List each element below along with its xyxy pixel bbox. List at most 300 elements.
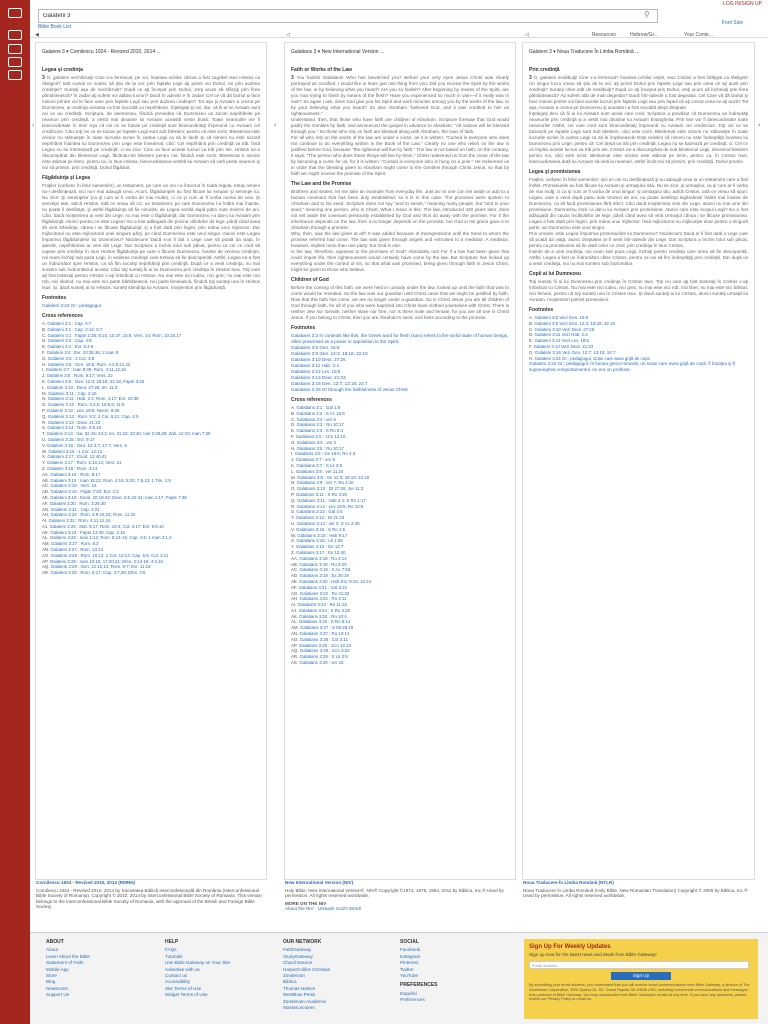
cross-reference-letter: N. <box>291 480 297 486</box>
cross-reference-link[interactable]: Galatians 3:16 : Lk 1:55 <box>296 538 343 544</box>
footer-link[interactable]: Facebook <box>400 947 421 953</box>
niv-links[interactable]: About the NIV · Unleash God's Word! <box>285 906 362 912</box>
cross-reference-link[interactable]: Galateni 3:7 : Ioan 8:39; Rom. 4:11,12,16 <box>45 367 126 373</box>
cross-reference-letter: O. <box>291 486 297 492</box>
cross-reference-link[interactable]: Galatians 3:29 : S Lk 3:8 <box>299 654 348 660</box>
footer-link[interactable]: ChurchSource <box>283 960 313 966</box>
footer-links <box>400 947 438 979</box>
cross-reference-letter: F. <box>42 349 47 355</box>
passage-text: Toţi sunteţi fii ai lui Dumnezeu prin credinţa în Cristos Isus. Toţi cei care aţi fost botezaţi în Cristos v-aţi îmbrăcat cu Cristos. Nu mai este nici iudeu, nici grec; nu mai este nici rob, nici liber; nu mai este nici bărbat, nici femeie, pentru că toţi sunteţi una în Cristos Isus. Şi dacă sunteţi ai lui Cristos, atunci sunteţi urmaşii lui Avraam, moştenitori potrivit promisiunii. <box>529 279 748 302</box>
signup-subtext: Sign up now for the latest news and deals from Bible Gateway! <box>529 952 657 957</box>
footer-link[interactable]: Preferences <box>400 997 425 1003</box>
cross-reference-link[interactable]: Galateni 3:27 : Rom. 13:14 <box>50 547 104 553</box>
copyright-section <box>30 880 768 932</box>
footer-link[interactable]: Use Bible Gateway on Your Site <box>165 960 231 966</box>
cross-reference-letter: AD. <box>42 489 51 495</box>
footnote[interactable]: Galatians 3:13 Deut. 21:23 <box>291 375 346 380</box>
cross-reference-link[interactable]: Galatians 3:7 : S Lk 3:8 <box>296 462 343 468</box>
cross-reference-letter: V. <box>42 442 47 448</box>
footnote[interactable]: Galateni 3:24 Gr.: pedagogul. <box>42 303 103 308</box>
cross-reference-link[interactable]: Galateni 3:13 : Rom. 8:3; 2 Cor. 5:21; Cap. 4:5 <box>47 413 139 419</box>
cross-reference-letter: M. <box>291 474 298 480</box>
cross-reference-link[interactable]: Galatians 3:22 : Ro 11:32 <box>299 590 350 596</box>
passage-text: Is the law, therefore, opposed to the promises of God? Absolutely not! For if a law had been given that could impart life, then righteousness would certainly have come by the law. But Scripture has locked up everything under the control of sin, so that what was promised, being given through faith in Jesus Christ, might be given to those who believe. <box>291 249 509 272</box>
cross-reference-link[interactable]: Galatians 3:1 : Gal 1:8 <box>296 405 341 410</box>
passage-text: Brothers and sisters, let me take an example from everyday life. Just as no one can set aside or add to a human covenant that has been duly established, so it is in this case. The promises were spoken to Abraham and to his seed. Scripture does not say "and to seeds," meaning many people, but "and to your seed," meaning one person, who is Christ. What I mean is this: The law, introduced 430 years later, does not set aside the covenant previously established by God and thus do away with the promise. For if the inheritance depends on the law, then it no longer depends on the promise; but God in his grace gave it to Abraham through a promise. <box>291 189 509 230</box>
footer-help <box>165 939 230 999</box>
footer-link[interactable]: FaithGateway <box>283 947 312 953</box>
cross-reference-letter: AF. <box>291 584 299 590</box>
cross-reference-link[interactable]: Galateni 3:24 : Fapte 13:39; Cap. 2:16 <box>50 529 125 535</box>
cross-reference-letter: P. <box>42 407 47 413</box>
prev-chapter-icon[interactable]: ◀ <box>35 32 39 38</box>
menu-icon[interactable] <box>8 8 22 18</box>
cross-reference[interactable] <box>291 660 509 666</box>
cross-reference-link[interactable]: Galateni 3:4 : Evr. 6:4-6 <box>47 344 94 350</box>
footer-link[interactable]: Zondervan Academic <box>283 998 327 1004</box>
next-arrow[interactable]: › <box>758 122 761 129</box>
cross-reference-letter: T. <box>291 515 296 521</box>
cross-reference-letter: A. <box>291 405 297 410</box>
bible-book-list-link[interactable]: Bible Book List <box>38 24 72 30</box>
cross-reference-letter: G. <box>42 355 48 361</box>
cross-reference-link[interactable]: Galateni 3:5 : 2 Cor. 3:8 <box>47 355 95 361</box>
footnote-list <box>291 333 509 393</box>
cross-reference-link[interactable]: Galatians 3:15 : S Ro 1:5 <box>295 526 346 532</box>
cross-reference-letter: E. <box>291 428 297 434</box>
footer-link[interactable]: StudyGateway <box>283 953 313 959</box>
footer-link[interactable]: Instagram <box>400 953 421 959</box>
copyright-ntlr <box>523 880 753 899</box>
footnotes-heading: Footnotes <box>291 325 316 331</box>
cross-reference-letter: AO. <box>291 636 300 642</box>
book-icon[interactable] <box>8 30 22 40</box>
footer-link[interactable]: Learn About the Bible <box>46 953 90 959</box>
cross-reference-list <box>291 405 509 666</box>
cross-reference-letter: AK. <box>42 529 51 535</box>
cross-reference-letter: AN. <box>42 547 51 553</box>
cross-reference-link[interactable]: Galatians 3:22 : Ro 4:11 <box>299 596 347 602</box>
footer-link[interactable]: Advertise with us <box>165 966 200 972</box>
cross-reference-link[interactable]: Galatians 3:13 : Dt 21:23 <box>295 515 345 521</box>
cross-reference-link[interactable]: Galatians 3:24 : Ro 10:4 <box>299 613 347 619</box>
footer-link[interactable]: Mobile App <box>46 966 69 972</box>
cross-reference-letter: Q. <box>42 413 48 419</box>
cross-reference-link[interactable]: Galateni 3:3 : Cap. 4:9 <box>47 338 92 344</box>
cross-reference-link[interactable]: Galateni 3:28 : Ioan 10:16; 17:20,21; Efes. 2:14-16; 4:4,15 <box>49 558 163 564</box>
cross-reference-letter: Q. <box>291 497 297 503</box>
more-on-niv: MORE ON THE NIV <box>285 900 327 906</box>
cross-reference-link[interactable]: Galatians 3:2 : ver 5 <box>296 416 336 422</box>
cross-reference-letter: D. <box>42 338 48 344</box>
cross-reference-letter: AG. <box>291 590 300 596</box>
hebrew-greek-link[interactable]: Hebrew/Gr... <box>630 32 659 38</box>
settings-icon[interactable] <box>8 70 22 80</box>
passage-text: Understand, then, that those who have faith are children of Abraham. Scripture foresaw that God would justify the Gentiles by faith, and announced the gospel in advance to Abraham: "All nations will be blessed through you." So those who rely on faith are blessed along with Abraham, the man of faith. <box>291 117 509 134</box>
cross-reference-link[interactable]: Galatians 3:13 : Gal 4:5 <box>296 509 343 515</box>
cross-reference-letter: AJ. <box>42 523 50 529</box>
cross-reference-letter: J. <box>291 457 296 463</box>
cross-reference-link[interactable]: Galateni 3:16 : Gen. 12:3,7; 17:7; Vers. 8 <box>46 442 127 448</box>
cross-reference-letter: AG. <box>42 506 51 512</box>
cross-reference-link[interactable]: Galateni 3:12 : Lev. 18:5; Neem. 9:29 <box>46 407 120 413</box>
footnote[interactable]: Galatians 3:8 Gen. 12:3; 18:18; 22:18 <box>291 351 368 356</box>
cross-reference-letter: A. <box>42 321 48 326</box>
cross-reference-link[interactable]: Galateni 3:19 : Fapte 7:53; Evr. 2:2 <box>50 489 119 495</box>
cross-reference-letter: B. <box>529 320 535 326</box>
cross-reference-letter: AC. <box>42 483 51 489</box>
cross-reference-link[interactable]: Galatians 3:3 : S Ro 8:4 <box>296 428 343 434</box>
audio-icon[interactable]: ◁ <box>286 32 290 38</box>
cross-reference-letter: D. <box>529 332 535 338</box>
cross-reference-link[interactable]: Galateni 3:6 : Gen. 15:6; Rom. 4:3,9,21,22 <box>47 361 131 367</box>
footer-link[interactable]: MasterLectures <box>283 1005 315 1011</box>
version-selector[interactable]: Galatians 3 ▾ New International Version ... <box>291 49 385 55</box>
footer-link[interactable]: About <box>46 947 59 953</box>
footnote[interactable]: Galatians 3:3 In contexts like this, the Greek word for flesh (sarx) refers to the sinful state of human beings, often presented as a power in opposition to the Spirit. <box>291 333 509 344</box>
cross-reference-link[interactable]: Galateni 3:17 : Rom. 4:13,14; Vers. 21 <box>46 460 122 466</box>
cross-reference-letter: B. <box>42 326 48 332</box>
footer-link[interactable]: Accessibility <box>165 979 191 985</box>
cross-reference-letter: AH. <box>291 596 300 602</box>
footnote[interactable]: Galatians 3:12 Lev. 18:5 <box>291 369 341 374</box>
cross-reference-link[interactable]: Galatians 3:27 : S Mt 28:19 <box>300 625 354 631</box>
cross-reference-letter: Z. <box>42 465 48 471</box>
footer-link[interactable]: FAQs <box>165 947 177 953</box>
cross-reference-link[interactable]: Galateni 3:19 : Ioan 15:22; Rom. 4:15; 5:20; 7:8,13; 1 Tim. 1:9 <box>50 477 171 483</box>
copyright-text: Holy Bible, New International Version®, NIV® Copyright ©1973, 1978, 1984, 2011 by Biblica, Inc.® Used by permission. All rights reserved worldwide. <box>285 887 504 899</box>
cross-reference-link[interactable]: Galateni 3:1 : Fapte 2:38; 8:15; 10:47; 15:8; Vers. 14; Rom. 10:16,17 <box>47 332 182 338</box>
copyright-text: Cornilescu 1924 - Revised 2010, 2014 by Societatea Biblică Interconfesională din România (Interconfessional Bible Society of Romania). Copyright © 2010, 2014 by Interconfessional Bible Society of Romania. This version belongs to the Interconfessional Bible Society of Romania, with the approval of the British and Foreign Bible Society. <box>36 887 262 910</box>
footnote[interactable]: Galatians 3:10 Deut. 27:26 <box>291 357 346 362</box>
cross-references-heading: Cross references <box>42 313 83 319</box>
cross-reference-link[interactable]: Galateni 3:10 Vezi Deut. 27:26 <box>534 326 595 332</box>
cross-reference-link[interactable]: Galateni 3:13 : Deut. 21:23 <box>47 419 101 425</box>
copyright-title[interactable]: Cornilescu 1924 - Revized 2010, 2014 (RMNN) <box>36 880 136 885</box>
footer-link[interactable]: HarperCollins Christian <box>283 966 331 972</box>
cross-reference-link[interactable]: Galateni 3:15 : Evr. 9:17 <box>47 436 95 442</box>
footer-link[interactable]: Tutorials <box>165 953 183 959</box>
cross-reference-link[interactable]: Galatians 3:5 : Ro 10:17 <box>296 445 344 451</box>
cross-reference-letter: I. <box>42 367 46 373</box>
signup-disclaimer: By submitting your email address, you understand that you will receive email communications from Bible Gateway, a division of The Zondervan Corporation, 3900 Sparks Dr. SE, Grand Rapids, MI 49546 USA, including commercial communications and messages from partners of Bible Gateway. You may unsubscribe from Bible Gateway's emails at any time. If you have any questions, please review our Privacy Policy or email us. <box>529 983 750 1002</box>
footer-link[interactable]: Zondervan <box>283 973 305 979</box>
cross-reference-link[interactable]: Galateni 3:29 : Rom. 8:17; Cap. 4:7,28; Efes. 3:6 <box>50 570 146 576</box>
cross-reference-link[interactable]: Galateni 3:22 : Rom. 4:11,12,16 <box>48 518 111 524</box>
cross-reference-link[interactable]: Galatians 3:18 : Ro 4:14 <box>299 555 347 561</box>
cross-reference-letter: AL. <box>291 619 299 625</box>
cross-reference-link[interactable]: Galateni 3:13 Vezi Deut. 21:23 <box>533 343 594 349</box>
footer-link[interactable]: Widget Terms of Use <box>165 992 208 998</box>
search-icon[interactable]: ⚲ <box>644 10 650 19</box>
cross-reference-letter: T. <box>42 431 47 437</box>
cross-reference-link[interactable]: Galateni 3:12 : Rom. 4:4,5; 10:5,6; 11:6 <box>47 402 125 408</box>
cross-reference-letter: R. <box>42 419 48 425</box>
cross-reference-letter: O. <box>42 402 48 408</box>
cross-reference-link[interactable]: Galateni 3:14 : Rom. 4:9,16 <box>47 425 102 431</box>
cross-reference-link[interactable]: Galatians 3:21 : Gal 2:21 <box>298 584 348 590</box>
footnote[interactable]: Galatians 3:26 Or through the faithfulness of Jesus Christ <box>291 387 408 392</box>
cross-reference-letter: F. <box>291 433 296 439</box>
footer-heading: PREFERENCES <box>400 982 438 989</box>
cross-reference-letter: AM. <box>291 625 301 631</box>
cross-reference-link[interactable]: Galateni 3:24 : Mat. 5:17; Rom. 10:4; Col. 2:17; Evr. 9:9,10 <box>49 523 164 529</box>
cross-reference-link[interactable]: Galatians 3:9 : ver 7; Ro 4:16 <box>296 480 354 486</box>
cross-reference-letter: L. <box>42 384 47 390</box>
cross-reference-link[interactable]: Galatians 3:27 : Ro 13:14 <box>299 631 350 637</box>
footer-link[interactable]: Pinterest <box>400 960 419 966</box>
cross-reference-letter: B. <box>291 410 297 416</box>
cross-reference-letter: X. <box>42 454 48 460</box>
footer-link[interactable]: Support Us <box>46 992 69 998</box>
cross-references-heading: Cross references <box>291 397 332 403</box>
cross-reference-letter: S. <box>291 509 297 515</box>
cross-reference-link[interactable]: Galateni 3:14 : Isa. 32:15; 44:3; Ier. 31:33; 32:40; Ioel 2:28,29; Zah. 12:10; Ioan 7:39 <box>46 431 211 437</box>
cross-reference-letter: AK. <box>291 613 300 619</box>
cross-reference-link[interactable]: Galateni 3:11 : Cap. 2:16 <box>48 390 97 396</box>
cross-reference-link[interactable]: Galateni 3:27 : Rom. 6:3 <box>51 541 99 547</box>
cross-reference-link[interactable]: Galateni 3:24 Gr.: pedagogul, sclav care avea grijă de copii <box>534 355 650 361</box>
newsletter-signup <box>524 939 758 1019</box>
cross-reference-letter: W. <box>291 532 298 538</box>
cross-reference-link[interactable]: Galateni 3:8 : Rom. 9:17; Vers. 22 <box>46 373 113 379</box>
cross-reference-letter: AI. <box>42 518 49 524</box>
footnote[interactable]: Galatians 3:16 Gen. 12:7; 13:15; 24:7 <box>291 381 368 386</box>
section-heading: Children of God <box>291 277 329 283</box>
copyright-title[interactable]: New International Version (NIV) <box>285 880 354 885</box>
cross-reference-letter: C. <box>291 416 297 422</box>
copyright-title[interactable]: Noua Traducere În Limba Română (NTLR) <box>523 880 614 885</box>
cross-reference-letter: AH. <box>42 512 51 518</box>
footer-link[interactable]: Contact us <box>165 973 187 979</box>
footer-link[interactable]: YouTube <box>400 973 419 979</box>
cross-reference-letter: AB. <box>42 477 51 483</box>
footer-about <box>46 939 90 999</box>
footnote[interactable]: Galatians 3:11 Hab. 2:4 <box>291 363 339 368</box>
cross-reference-letter: C. <box>529 326 535 332</box>
passage-text: Why, then, was the law given at all? It was added because of transgressions until the Seed to whom the promise referred had come. The law was given through angels and entrusted to a mediator. A mediator, however, implies more than one party; but God is one. <box>291 231 509 248</box>
passage-text: Prin urmare, este Legea împotriva promisiunilor lui Dumnezeu? Nicidecum! Dacă ar fi fost dată o Lege care să poată da viaţa, atunci dreptatea ar fi venit într-adevăr din Lege. Dar Scriptura a închis totul sub păcat, pentru ca promisiunea să fie dată celor ce cred, prin credinţa în Isus Cristos. <box>529 231 748 248</box>
cross-reference-letter: AS. <box>291 660 300 666</box>
cross-reference-link[interactable]: Galateni 3:20 : Rom. 3:29,30 <box>49 500 106 506</box>
cross-reference-link[interactable]: Galateni 3:18 : Rom. 4:14 <box>47 465 98 471</box>
footer-link[interactable]: Thomas Nelson <box>283 985 316 991</box>
cross-reference-link[interactable]: Galatians 3:23 : Ro 11:32 <box>297 602 348 608</box>
cross-reference-link[interactable]: Galateni 3:29 : Gen. 21:10,12; Rom. 9:7; Evr. 11:18 <box>50 564 151 570</box>
cross-reference-link[interactable]: Galateni 3:12 Vezi Lev. 18:5 <box>534 338 589 344</box>
footer-heading: ABOUT <box>46 939 64 945</box>
passage-text: Înainte de a veni credinţa, noi eram sub paza Legii, închişi pentru credinţa care urma să fie descoperită. Astfel, Legea a fost un îndrumător către Cristos, pentru ca noi să fim îndreptăţiţi prin credinţă. Dar după ce a venit credinţa, noi nu mai suntem sub îndrumător. <box>529 249 748 266</box>
cross-reference[interactable] <box>42 570 260 576</box>
cross-reference-link[interactable]: Galatians 3:28 : Col 3:11 <box>299 636 348 642</box>
cross-reference-letter: AL. <box>42 535 50 541</box>
cross-reference-letter: AQ. <box>291 648 300 654</box>
passage-column-ntlr <box>522 42 755 880</box>
font-size-control[interactable]: Font Size <box>721 20 743 26</box>
cross-reference-link[interactable]: Galatians 3:5 : 1Co 12:10 <box>295 433 346 439</box>
cross-reference-letter: P. <box>291 491 296 497</box>
cross-reference-link[interactable]: Galateni 3:17 : Exod. 12:40,41 <box>47 454 107 460</box>
footer-links <box>165 947 230 998</box>
cross-reference-link[interactable]: Galatians 3:6 : Ge 15:6; Ro 4:3 <box>294 451 356 457</box>
cross-reference-link[interactable]: Galateni 3:28 : Rom. 10:12; 1 Cor. 12:13; Cap. 5:6; Col. 3:11 <box>50 552 169 558</box>
cross-reference-letter: G. <box>529 349 535 355</box>
cross-reference-link[interactable]: Galateni 3:4 : Evr. 10:35,36; 2 Ioan 8 <box>46 349 119 355</box>
cross-reference-letter: AP. <box>42 558 50 564</box>
signup-button[interactable]: Sign Up <box>611 972 671 980</box>
cross-reference-letter: AD. <box>291 573 300 579</box>
cross-reference-letter: Y. <box>42 460 47 466</box>
cross-reference-link[interactable]: Galateni 3:21 : Cap. 2:21 <box>50 506 100 512</box>
footer-link[interactable]: Newsroom <box>46 985 68 991</box>
cross-reference-link[interactable]: Galatians 3:24 : S Ro 3:20 <box>298 607 351 613</box>
cross-reference-letter: L. <box>291 468 296 474</box>
cross-reference-letter: I. <box>291 451 295 457</box>
cross-reference-link[interactable]: Galatians 3:8 : Ge 12:3; 18:18; 22:18 <box>297 474 370 480</box>
cross-reference-letter: Z. <box>291 549 297 555</box>
cross-reference-link[interactable]: Galatians 3:29 : 1Co 3:23 <box>299 648 350 654</box>
cross-reference-link[interactable]: Galatians 3:5 : ver 2 <box>296 439 337 445</box>
search-input[interactable] <box>38 9 658 23</box>
cross-reference-link[interactable]: Galateni 3:1 : Cap. 2:14; 5:7 <box>47 326 103 332</box>
cross-reference-link[interactable]: Galateni 3:8 : Gen. 12:3; 18:18; 22:18; Fapte 3:25 <box>47 378 145 384</box>
prev-arrow-2[interactable]: ‹ <box>274 122 277 129</box>
footnote[interactable]: Galatians 3:6 Gen. 15:6 <box>291 345 340 350</box>
footer-link[interactable]: Biblica <box>283 979 297 985</box>
footer-link[interactable]: Statement of Faith <box>46 960 84 966</box>
toolbar <box>30 32 768 42</box>
cross-reference-link[interactable]: Galateni 3:11 : Hab. 2:4; Rom. 1:17; Evr. 10:38 <box>47 396 139 402</box>
cross-reference-link[interactable]: Galateni 3:19 : Vers. 16 <box>50 483 97 489</box>
cross-reference-link[interactable]: Galatians 3:2 : Ro 10:17 <box>296 422 344 428</box>
passage-text: 3 O, galateni nesăbuiţi! Cine v-a fermecat? Înaintea ochilor voştri, Isus Cristos a fost înfăţişat ca răstignit! Un singur lucru vreau să ştiu de la voi: aţi primit Duhul prin faptele Legii sau prin ceea ce aţi auzit prin credinţă? Sunteţi chiar atât de nesăbuiţi? După ce aţi început prin Duhul, vreţi acum să încheiaţi prin firea pământească? Aţi suferit atât de mult degeaba? Dacă într-adevăr a fost degeaba. Cel Care vă dă Duhul şi face minuni printre voi face aceste lucruri prin faptele Legii sau prin faptul că aţi crezut ceea ce aţi auzit? Tot aşa, Avraam a crezut pe Dumnezeu şi aceasta i-a fost socotită drept dreptate. <box>529 75 749 110</box>
cross-reference-letter: AA. <box>291 555 300 561</box>
cross-reference-letter: AB. <box>291 561 300 567</box>
cross-reference-letter: D. <box>291 422 297 428</box>
cross-reference-letter: X. <box>291 538 297 544</box>
cross-reference-link[interactable]: Galatians 3:11 : Hab 2:4; S Ro 1:17 <box>296 497 366 503</box>
footer-link[interactable]: Blog <box>46 979 56 985</box>
section-heading: Făgăduinţa şi Legea <box>42 175 91 181</box>
login-link[interactable]: LOG IN/SIGN UP <box>723 1 762 7</box>
cross-reference-letter: M. <box>42 390 49 396</box>
section-heading: Legea şi credinţa <box>42 67 83 73</box>
footer-social <box>400 939 438 1004</box>
cross-reference-letter: N. <box>42 396 48 402</box>
footer-link[interactable]: Twitter <box>400 966 414 972</box>
version-selector[interactable]: Galateni 3 ▾ Cornilescu 1924 - Revized 2010, 2014 ... <box>42 49 161 55</box>
cross-reference-link[interactable]: Galateni 3:8 Vezi Gen. 12:3; 18:18; 22:18 <box>534 320 615 326</box>
cross-reference-link[interactable]: Galatians 3:29 : ver 18 <box>299 660 344 666</box>
copyright-niv <box>285 880 515 912</box>
cross-reference-letter: AE. <box>42 494 51 500</box>
cross-reference-link[interactable]: Galatians 3:17 : Ex 12:40 <box>296 549 346 555</box>
cross-reference-link[interactable]: Galatians 3:20 : Heb 8:6; 9:15; 12:24 <box>299 578 372 584</box>
cross-reference-letter: AI. <box>291 602 298 608</box>
section-heading: Copii ai lui Dumnezeu <box>529 271 581 277</box>
cross-reference-link[interactable]: Galateni 3:16 : 1 Cor. 12:12 <box>48 448 103 454</box>
cross-reference-link[interactable]: Galateni 3:18 : Rom. 8:17 <box>50 471 101 477</box>
your-content-link[interactable]: Your Conte... <box>684 32 714 38</box>
cross-reference-link[interactable]: Galatians 3:11 : S Ro 3:20 <box>295 491 347 497</box>
cross-reference-link[interactable]: Galateni 3:26 : Ioan 1:12; Rom. 8:14-16; Cap. 4:5; 1 Ioan 3:1,2 <box>49 535 172 541</box>
cross-reference-link[interactable]: Galatians 3:19 : Ex 20:19 <box>299 573 349 579</box>
cross-reference-link[interactable]: Galatians 3:19 : Ro 5:20 <box>299 561 347 567</box>
footnote[interactable]: Galateni 3:24 Gr.: pedagogul; în lumea greco-romană, un sclav care avea grijă de copil, îl însoţea şi îl supraveghea comportamentul, nu era un profesor. <box>529 361 736 373</box>
cross-reference-link[interactable]: Galateni 3:22 : Rom. 3:9-19,23; Rom. 11:32 <box>50 512 136 518</box>
cross-reference-letter: AE. <box>291 578 300 584</box>
copyright-rmnn <box>36 880 266 910</box>
prev-arrow[interactable]: ‹ <box>32 122 35 129</box>
signup-heading: Sign Up For Weekly Updates <box>529 944 611 950</box>
cross-reference-list <box>42 321 260 576</box>
cross-reference-link[interactable]: Galateni 3:6 Vezi Gen. 15:6 <box>534 315 589 320</box>
cross-reference-letter: H. <box>529 355 535 361</box>
resources-link[interactable]: Resources <box>592 32 616 38</box>
cross-reference-letter: AP. <box>291 642 299 648</box>
email-field[interactable]: Email address <box>529 961 749 969</box>
cross-reference-link[interactable]: Galatians 3:28 : 1Co 12:13 <box>298 642 351 648</box>
cross-reference-link[interactable]: Galatians 3:16 : Ge 12:7 <box>295 544 344 550</box>
section-heading: Faith or Works of the Law <box>291 67 353 73</box>
passage-text: Before the coming of this faith, we were held in custody under the law, locked up until the faith that was to come would be revealed. So the law was our guardian until Christ came that we might be justified by faith. Now that this faith has come, we are no longer under a guardian. So in Christ Jesus you are all children of God through faith, for all of you who were baptized into Christ have clothed yourselves with Christ. There is neither Jew nor Gentile, neither slave nor free, nor is there male and female, for you are all one in Christ Jesus. If you belong to Christ, then you are Abraham's seed, and heirs according to the promise. <box>291 285 509 320</box>
footnote-list <box>529 315 748 361</box>
footer-link[interactable]: Español <box>400 990 417 996</box>
cross-reference-letter: A. <box>529 315 535 320</box>
cross-reference-link[interactable]: Galatians 3:19 : S Ac 7:53 <box>299 567 351 573</box>
cross-reference-link[interactable]: Galateni 3:10 : Deut. 27:26; Ier. 11:3 <box>46 384 118 390</box>
cross-reference-letter: H. <box>42 361 48 367</box>
footer-link[interactable]: WestBow Press <box>283 992 316 998</box>
cross-reference-link[interactable]: Galatians 3:8 : ver 11,24 <box>295 468 344 474</box>
cross-reference-link[interactable]: Galatians 3:7 : ver 9 <box>295 457 335 463</box>
cross-reference-link[interactable]: Galatians 3:12 : Lev 18:5; Ro 10:5 <box>296 503 364 509</box>
cross-reference-link[interactable]: Galateni 3:16 Vezi Gen. 12:7; 13:15; 24:7 <box>534 349 616 355</box>
cross-reference-letter: R. <box>291 503 297 509</box>
cross-reference-link[interactable]: Galatians 3:14 : ver 2; S Ac 2:33 <box>296 520 360 526</box>
footer-heading: SOCIAL <box>400 939 419 945</box>
cross-reference-letter: J. <box>42 373 47 379</box>
cross-reference-letter: E. <box>42 344 48 350</box>
cross-reference-link[interactable]: Galatians 3:10 : Dt 27:26; Jer 11:3 <box>296 486 364 492</box>
cross-reference-letter: S. <box>42 425 48 431</box>
passage-text: Înţelegeţi deci că fii ai lui Avraam sunt aceia care cred. Scriptura a prevăzut că Dumnezeu va îndreptăţi neamurile prin credinţă şi a vestit mai dinainte lui Avraam Evanghelia: Prin tine vor fi binecuvântate toate neamurile! Astfel, cei care cred sunt binecuvântaţi împreună cu Avraam cel credincios. Toţi cei ce se bazează pe faptele Legii sunt sub blestem, căci este scris: Blestemat este oricine nu stăruieşte în toate lucrurile scrise în cartea Legii ca să le împlinească! Este evident că nimeni nu este îndreptăţit înaintea lui Dumnezeu prin Lege, pentru că: Cel drept va trăi prin credinţă. Legea nu se bazează pe credinţă, ci: Cel ce va împlini aceste lucruri va trăi prin ele. Cristos ne-a răscumpărat de sub blestemul Legii, devenind blestem pentru noi, căci este scris: Blestemat este oricine este atârnat pe lemn, pentru ca, în Cristos Isus, binecuvântarea dată lui Avraam să vină la neamuri, astfel încât noi să primim, prin credinţă, Duhul promis. <box>529 111 748 164</box>
section-heading: Prin credinţă <box>529 67 560 73</box>
cross-reference-link[interactable]: Galateni 3:11 Vezi Hab. 2:4 <box>534 332 588 338</box>
cross-reference-link[interactable]: Galatians 3:15 : Heb 9:17 <box>297 532 348 538</box>
cross-reference-letter: V. <box>291 526 296 532</box>
cross-reference-link[interactable]: Galatians 3:26 : S Ro 8:14 <box>298 619 351 625</box>
footer-link[interactable]: Site Terms of Use <box>165 985 202 991</box>
cross-reference-letter: AR. <box>291 654 300 660</box>
cross-reference-letter: F. <box>529 343 534 349</box>
cross-reference-letter: U. <box>42 436 48 442</box>
cross-reference-letter: AQ. <box>42 564 51 570</box>
user-icon[interactable] <box>8 57 22 67</box>
cross-reference-link[interactable]: Galateni 3:19 : Exod. 20:19-22; Deut. 5:5,22-31; Ioan 1:17; Fapte 7:38 <box>50 494 187 500</box>
footnotes-heading: Footnotes <box>42 295 67 301</box>
cross-reference-letter: U. <box>291 520 297 526</box>
passage-text: Fraţilor, vorbesc în felul oamenilor: nici un om nu desfiinţează şi nu adaugă ceva la un testament care a fost întărit. Promisiunile au fost făcute lui Avraam şi urmaşului său. Nu se zice: şi urmaşilor, ca şi cum ar fi vorba de mai mulţi, ci ca şi cum ar fi vorba de unul singur: şi urmaşului tău, adică Cristos. Iată ce vreau să spun: Legea, care a venit după patru sute treizeci de ani, nu poate desfiinţa legământul întărit mai înainte de Dumnezeu, ca să facă promisiunea fără efect. Căci dacă moştenirea vine din Lege, atunci nu mai vine din promisiune. Dumnezeu însă i-a dat-o lui Avraam prin promisiune. Atunci care este scopul Legii? Ea a fost adăugată din cauza încălcărilor de lege, până când avea să vină Urmaşul căruia i se făcuse promisiunea. Legea a fost dată prin îngeri, prin mâna unui mijlocitor. Însă mijlocitorul nu mijloceşte doar pentru o singură parte, iar Dumnezeu este unul singur. <box>529 177 748 230</box>
version-selector[interactable]: Galateni 3 ▾ Noua Traducere În Limba Română ... <box>529 49 640 55</box>
cross-reference-letter: K. <box>291 462 297 468</box>
cross-reference-link[interactable]: Galatians 3:2 : S Ac 15:8 <box>296 410 345 416</box>
passage-text: 3 You foolish Galatians! Who has bewitched you? Before your very eyes Jesus Christ was clearly portrayed as crucified. I would like to learn just one thing from you: Did you receive the Spirit by the works of the law, or by believing what you heard? Are you so foolish? After beginning by means of the Spirit, are you now trying to finish by means of the flesh? Have you experienced so much in vain—if it really was in vain? So again I ask, does God give you his Spirit and work miracles among you by the works of the law, or by your believing what you heard? So also Abraham "believed God, and it was credited to him as righteousness." <box>291 75 510 116</box>
footer-link[interactable]: Store <box>46 973 57 979</box>
cross-reference-link[interactable]: Galateni 3:1 : Cap. 5:7 <box>47 321 92 326</box>
bookmark-icon[interactable] <box>8 44 22 54</box>
audio-icon-2[interactable]: ◁ <box>525 32 529 38</box>
